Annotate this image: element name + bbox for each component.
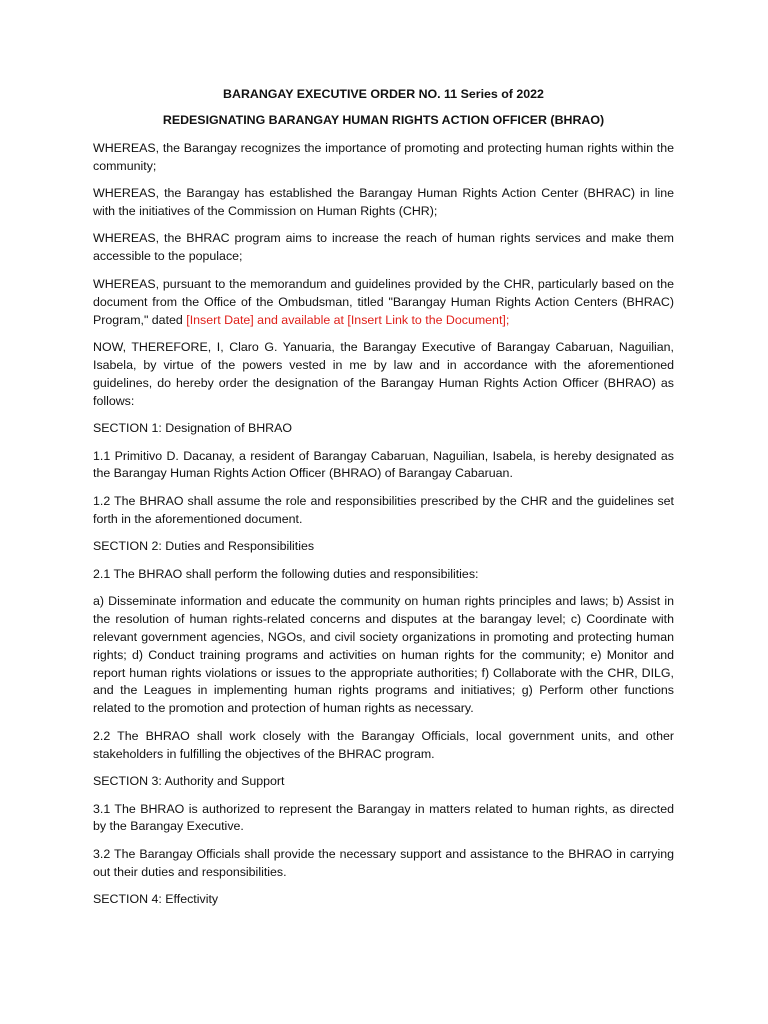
document-page xyxy=(93,86,674,919)
whereas-clause-3: WHEREAS, the BHRAC program aims to increase the reach of human rights services and make them accessible to the populace; xyxy=(93,231,674,264)
section-3-heading: SECTION 3: Authority and Support xyxy=(93,774,285,789)
section-3-1: 3.1 The BHRAO is authorized to represent the Barangay in matters related to human rights, as directed by the Barangay Executive. xyxy=(93,801,674,834)
section-1-2: 1.2 The BHRAO shall assume the role and responsibilities prescribed by the CHR and the guidelines set forth in the aforementioned document. xyxy=(93,493,674,526)
section-2-1: 2.1 The BHRAO shall perform the following duties and responsibilities: xyxy=(93,566,479,581)
section-1-1: 1.1 Primitivo D. Dacanay, a resident of Barangay Cabaruan, Naguilian, Isabela, is hereby designated as the Barangay Human Rights Action Officer (BHRAO) of Barangay Cabaruan. xyxy=(93,448,674,481)
whereas-clause-4 xyxy=(93,276,674,330)
whereas-clause-2: WHEREAS, the Barangay has established the Barangay Human Rights Action Center (BHRAC) in line with the initiatives of the Commission on Human Rights (CHR); xyxy=(93,186,674,219)
document-subtitle: REDESIGNATING BARANGAY HUMAN RIGHTS ACTION OFFICER (BHRAO) xyxy=(162,112,605,127)
section-3-2: 3.2 The Barangay Officials shall provide the necessary support and assistance to the BHRAO in carrying out their duties and responsibilities. xyxy=(93,846,674,879)
whereas-clause-1: WHEREAS, the Barangay recognizes the importance of promoting and protecting human rights within the community; xyxy=(93,140,674,173)
section-2-duties-list: a) Disseminate information and educate the community on human rights principles and laws; b) Assist in the resolution of human rights-related concerns and disputes at the barangay level; c) Coordinate with relevant government agencies, NGOs, and civil society organizations in promoting and protecting human rights; d) Conduct training programs and activities on human rights for the community; e) Monitor and report human rights violations or issues to the appropriate authorities; f) Collaborate with the CHR, DILG, and the Leagues in implementing human rights programs and initiatives; g) Perform other functions related to the promotion and protection of human rights as necessary. xyxy=(93,593,674,716)
document-title: BARANGAY EXECUTIVE ORDER NO. 11 Series of 2022 xyxy=(223,87,544,101)
whereas-clause-4-text: WHEREAS, pursuant to the memorandum and guidelines provided by the CHR, particularly based on the document from the Office of the Ombudsman, titled "Barangay Human Rights Action Centers (BHRAC) Program," dated xyxy=(93,276,674,327)
section-4-heading: SECTION 4: Effectivity xyxy=(93,892,219,907)
section-2-heading: SECTION 2: Duties and Responsibilities xyxy=(93,539,315,554)
section-2-2: 2.2 The BHRAO shall work closely with the Barangay Officials, local government units, and other stakeholders in fulfilling the objectives of the BHRAC program. xyxy=(93,728,674,761)
now-therefore-clause: NOW, THEREFORE, I, Claro G. Yanuaria, the Barangay Executive of Barangay Cabaruan, Naguilian, Isabela, by virtue of the powers vested in me by law and in accordance with the aforementioned guidelines, do hereby order the designation of the Barangay Human Rights Action Officer (BHRAO) as follows: xyxy=(93,339,674,408)
section-1-heading: SECTION 1: Designation of BHRAO xyxy=(93,421,293,436)
placeholder-text: [Insert Date] and available at [Insert Link to the Document]; xyxy=(186,312,510,327)
